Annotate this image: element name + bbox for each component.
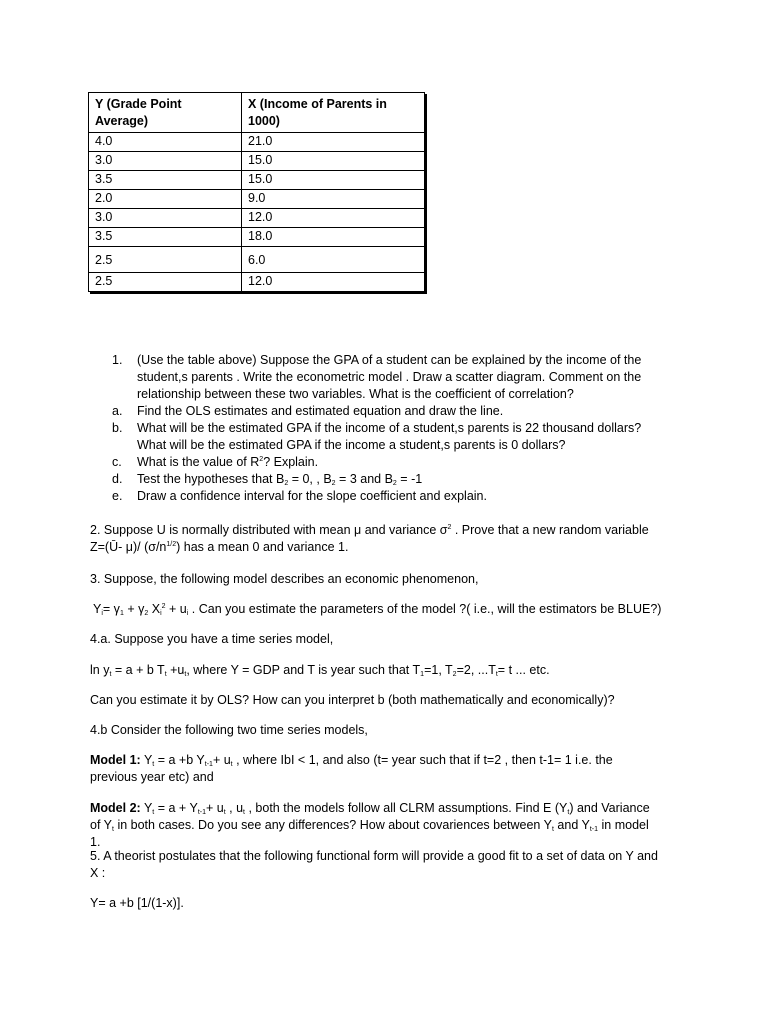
text-part: Y <box>140 801 153 815</box>
text-part: Y <box>140 753 153 767</box>
text-part: ln y <box>90 663 110 677</box>
subscript: t <box>164 671 167 678</box>
text-part: + γ <box>123 602 145 616</box>
cell-x: 12.0 <box>242 209 425 228</box>
cell-y: 3.0 <box>89 209 242 228</box>
text-part: = γ <box>102 602 120 616</box>
text-part: Test the hypotheses that B <box>137 472 285 486</box>
text-part: in model 1. <box>90 818 649 849</box>
subscript: t <box>243 809 245 816</box>
cell-y: 2.5 <box>89 247 242 273</box>
question-4b-model-1 <box>90 752 660 786</box>
text-part: ) has a mean 0 and variance 1. <box>176 540 349 554</box>
subscript: t-1 <box>589 826 599 833</box>
question-3-equation <box>93 601 663 618</box>
text-part: 2. Suppose U is normally distributed with mean μ and variance σ <box>90 523 448 537</box>
text-part: + u <box>165 602 187 616</box>
subscript: i <box>101 610 103 617</box>
cell-x: 9.0 <box>242 190 425 209</box>
text-part: , both the models follow all CLRM assumptions. Find E (Y <box>245 801 568 815</box>
text-part: = t ... etc. <box>497 663 550 677</box>
question-5: 5. A theorist postulates that the following functional form will provide a good fit to a set of data on Y and X : <box>90 849 658 880</box>
subscript: t <box>152 761 155 768</box>
header-income: X (Income of Parents in 1000) <box>242 93 425 133</box>
subscript: t <box>567 809 570 816</box>
list-marker: e. <box>112 489 123 503</box>
subscript: t <box>551 826 554 833</box>
question-4b-intro: 4.b Consider the following two time series models, <box>90 723 368 737</box>
list-marker: b. <box>112 421 123 435</box>
subscript: 2 <box>144 610 149 617</box>
superscript: 2 <box>161 603 166 610</box>
cell-y: 4.0 <box>89 133 242 152</box>
question-1a <box>112 403 672 420</box>
text-part: , where Y = GDP and T is year such that T <box>186 663 421 677</box>
table-header-row <box>89 93 425 133</box>
text-part: . Can you estimate the parameters of the model ?( i.e., will the estimators be BLUE?) <box>188 602 662 616</box>
table-row <box>89 190 425 209</box>
question-1c <box>112 454 672 471</box>
table-row <box>89 152 425 171</box>
subscript: 1 <box>420 671 425 678</box>
cell-x: 6.0 <box>242 247 425 273</box>
model-label: Model 2: <box>90 801 141 815</box>
text-part: = -1 <box>396 472 423 486</box>
subscript: t <box>495 671 498 678</box>
model-label: Model 1: <box>90 753 141 767</box>
gpa-income-table <box>88 92 425 292</box>
text-part: + u <box>212 753 231 767</box>
table-row <box>89 247 425 273</box>
subscript: t <box>230 761 233 768</box>
text-part: = a +b Y <box>154 753 205 767</box>
subscript: t <box>152 809 155 816</box>
text-part: = a + b T <box>111 663 165 677</box>
text-part: ) and Variance of Y <box>90 801 650 832</box>
question-1e <box>112 488 672 505</box>
cell-x: 18.0 <box>242 228 425 247</box>
text-part: = 3 and B <box>335 472 393 486</box>
text-part: What is the value of R <box>137 455 260 469</box>
table-row <box>89 133 425 152</box>
text-part: . Prove that a new random variable Z=(Ū- μ)/ (σ/n <box>90 523 649 554</box>
cell-x: 21.0 <box>242 133 425 152</box>
superscript: 2 <box>259 456 264 463</box>
subscript: i <box>160 610 162 617</box>
text-part: ? Explain. <box>263 455 319 469</box>
question-1-list <box>112 352 672 505</box>
cell-y: 3.0 <box>89 152 242 171</box>
subscript: 2 <box>284 480 289 487</box>
text-part: X <box>148 602 161 616</box>
question-4a-intro: 4.a. Suppose you have a time series model, <box>90 632 334 646</box>
cell-y: 3.5 <box>89 171 242 190</box>
text-part: and Y <box>553 818 590 832</box>
subscript: t-1 <box>197 809 206 816</box>
subscript: t <box>109 671 112 678</box>
question-1d <box>112 471 672 488</box>
text-part: , where IbI < 1, and also (t= year such that if t=2 , then t-1= 1 i.e. the previous year etc) and <box>90 753 613 784</box>
question-text: Draw a confidence interval for the slope coefficient and explain. <box>137 489 487 503</box>
text-part: = 0, , B <box>288 472 332 486</box>
question-3-intro: 3. Suppose, the following model describes an economic phenomenon, <box>90 572 479 586</box>
question-text <box>137 472 422 486</box>
superscript: 2 <box>447 524 452 531</box>
question-text: Find the OLS estimates and estimated equation and draw the line. <box>137 404 504 418</box>
question-4a-question: Can you estimate it by OLS? How can you interpret b (both mathematically and economically)? <box>90 693 615 707</box>
list-marker: c. <box>112 455 122 469</box>
table-row <box>89 171 425 190</box>
superscript: 1/2 <box>166 541 177 548</box>
question-4b-model-2 <box>90 800 660 851</box>
text-part: = a + Y <box>154 801 198 815</box>
cell-y: 2.5 <box>89 273 242 292</box>
text-part: + u <box>205 801 224 815</box>
text-part: =1, T <box>424 663 453 677</box>
question-text: (Use the table above) Suppose the GPA of a student can be explained by the income of the student,s parents . Write the econometric model . Draw a scatter diagram. Comment on the relationship between these two variables. What is the coefficient of correlation? <box>137 353 642 401</box>
question-2 <box>90 522 660 556</box>
subscript: t <box>184 671 187 678</box>
text-part: , u <box>225 801 244 815</box>
subscript: 1 <box>119 610 124 617</box>
cell-x: 15.0 <box>242 171 425 190</box>
cell-y: 3.5 <box>89 228 242 247</box>
list-marker: 1. <box>112 353 123 367</box>
table-row <box>89 228 425 247</box>
subscript: t <box>223 809 226 816</box>
table-row <box>89 209 425 228</box>
subscript: i <box>186 610 189 617</box>
header-gpa: Y (Grade Point Average) <box>89 93 242 133</box>
text-part: in both cases. Do you see any differences? How about covariences between Y <box>113 818 552 832</box>
subscript: 2 <box>452 671 457 678</box>
subscript: t <box>112 826 114 833</box>
list-marker: a. <box>112 404 123 418</box>
cell-x: 12.0 <box>242 273 425 292</box>
cell-x: 15.0 <box>242 152 425 171</box>
question-1 <box>112 352 672 403</box>
question-text <box>137 455 318 469</box>
question-1b <box>112 420 672 454</box>
table-row <box>89 273 425 292</box>
subscript: 2 <box>331 480 336 487</box>
text-part: Y <box>93 602 102 616</box>
cell-y: 2.0 <box>89 190 242 209</box>
text-part: +u <box>166 663 185 677</box>
list-marker: d. <box>112 472 123 486</box>
subscript: t-1 <box>204 761 213 768</box>
question-4a-equation <box>90 662 660 679</box>
text-part: =2, ...T <box>456 663 496 677</box>
question-5-equation: Y= a +b [1/(1-x)]. <box>90 896 184 910</box>
subscript: 2 <box>392 480 397 487</box>
question-text: What will be the estimated GPA if the income of a student,s parents is 22 thousand dollars? What will be the estimated GPA if the income a student,s parents is 0 dollars? <box>137 421 642 452</box>
